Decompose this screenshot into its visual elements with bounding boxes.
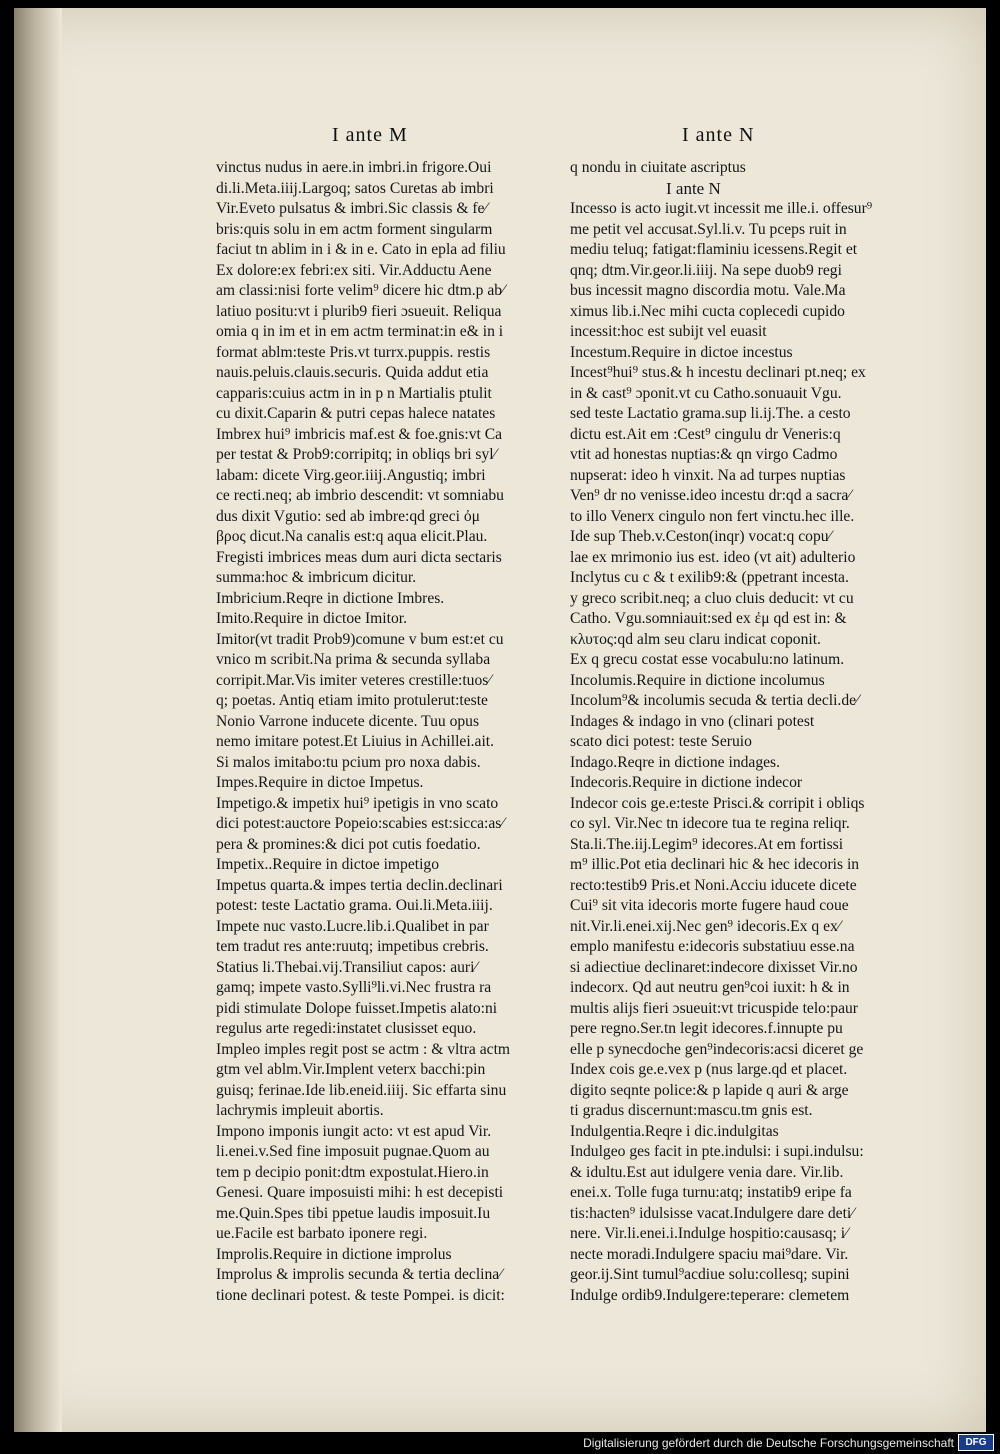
- text-line: labam: dicete Virg.geor.iiij.Angustiq; imbri: [216, 466, 486, 484]
- text-line: bris:quis solu in em actm forment singularm: [216, 220, 493, 238]
- text-line: vtit ad honestas nuptias:& qn virgo Cadmo: [570, 446, 838, 463]
- text-line: in & cast⁹ ɔponit.vt cu Catho.sonuauit Vgu.: [570, 384, 842, 402]
- text-line: Ven⁹ dr no venisse.ideo incestu dr:qd a sacra⁄: [570, 487, 851, 504]
- text-column-right: [570, 158, 982, 1306]
- text-line: Indecor cois ge.e:teste Prisci.& corripit i obliqs: [570, 794, 865, 812]
- column-continuation-line: q nondu in ciuitate ascriptus: [570, 159, 746, 176]
- text-line: ximus lib.i.Nec mihi cucta coplecedi cupido: [570, 302, 845, 320]
- text-line: Improlus & improlis secunda & tertia declina⁄: [216, 1266, 502, 1283]
- text-line: ue.Facile est barbato iponere regi.: [216, 1225, 428, 1242]
- text-line: am classi:nisi forte velim⁹ dicere hic dtm.p ab⁄: [216, 282, 505, 299]
- text-line: emplo manifestu e:idecoris substatiuu esse.na: [570, 938, 855, 955]
- text-line: m⁹ illic.Pot etia declinari hic & hec idecoris in: [570, 856, 860, 873]
- text-line: Ide sup Theb.v.Ceston(inqr) vocat:q copu⁄: [570, 528, 832, 545]
- text-line: regulus arte regedi:instatet clusisset equo.: [216, 1020, 477, 1037]
- text-line: Indulge ordib9.Indulgere:teperare: clemetem: [570, 1286, 850, 1304]
- text-line: Ex q grecu costat esse vocabulu:no latinum.: [570, 651, 845, 668]
- text-line: nit.Vir.li.enei.xij.Nec gen⁹ idecoris.Ex q ex⁄: [570, 917, 841, 935]
- text-line: Incolum⁹& incolumis secuda & tertia decli.de⁄: [570, 692, 859, 709]
- text-line: Si malos imitabo:tu pcium pro noxa dabis.: [216, 753, 481, 771]
- text-line: Indulgentia.Reqre i dic.indulgitas: [570, 1122, 779, 1140]
- text-line: me petit vel accusat.Syl.li.v. Tu pceps ruit in: [570, 220, 847, 238]
- text-line: gtm vel ablm.Vir.Implent veterx bacchi:pin: [216, 1061, 486, 1078]
- text-line: geor.ij.Sint tumul⁹acdiue solu:collesq; supini: [570, 1266, 850, 1283]
- text-line: Improlis.Require in dictione improlus: [216, 1245, 452, 1263]
- text-line: omia q in im et in em actm terminat:in e& in i: [216, 323, 504, 340]
- text-line: Indulgeo ges facit in pte.indulsi: i supi.indulsu:: [570, 1143, 864, 1160]
- text-line: Indecoris.Require in dictione indecor: [570, 774, 803, 791]
- text-line: Indago.Reqre in dictione indages.: [570, 753, 781, 771]
- text-line: per testat & Prob9:corripitq; in obliqs bri syl⁄: [216, 446, 497, 463]
- text-line: elle p synecdoche gen⁹indecoris:acsi diceret ge: [570, 1040, 864, 1058]
- text-line: q; poetas. Antiq etiam imito protulerut:teste: [216, 692, 488, 709]
- text-line: faciut tn ablim in i & in e. Cato in epla ad filiu: [216, 241, 506, 258]
- text-line: dictu est.Ait em :Cest⁹ cingulu dr Veneris:q: [570, 425, 841, 443]
- text-line: incessit:hoc est subijt vel euasit: [570, 323, 767, 340]
- text-line: Impono imponis iungit acto: vt est apud Vir.: [216, 1122, 492, 1140]
- dfg-logo: DFG: [958, 1434, 994, 1451]
- text-line: format ablm:teste Pris.vt turrx.puppis. restis: [216, 343, 491, 361]
- text-line: Genesi. Quare imposuisti mihi: h est decepisti: [216, 1184, 504, 1201]
- text-line: Incestum.Require in dictoe incestus: [570, 343, 793, 361]
- text-line: y greco scribit.neq; a cluo cluis deducit: vt cu: [570, 589, 854, 607]
- text-line: tem p decipio ponit:dtm expostulat.Hiero.in: [216, 1163, 489, 1181]
- text-line: dici potest:auctore Popeio:scabies est:sicca:as⁄: [216, 815, 504, 832]
- text-line: vinctus nudus in aere.in imbri.in frigore.Oui: [216, 159, 492, 176]
- right-column-lines: [570, 199, 982, 1306]
- text-line: Imitor(vt tradit Prob9)comune v bum est:et cu: [216, 630, 504, 648]
- text-line: multis alijs fieri ɔsueuit:vt tricuspide telo:paur: [570, 999, 858, 1017]
- text-line: ce recti.neq; ab imbrio descendit: vt somniabu: [216, 487, 504, 504]
- text-line: Incolumis.Require in dictione incolumus: [570, 671, 825, 689]
- text-line: tis:hacten⁹ idulsisse vacat.Indulgere dare deti⁄: [570, 1204, 854, 1222]
- text-line: lachrymis impleuit abortis.: [216, 1102, 384, 1119]
- text-line: Cui⁹ sit vita idecoris morte fugere haud coue: [570, 897, 849, 914]
- text-line: κλυτος:qd alm seu claru indicat coponit.: [570, 630, 821, 648]
- text-line: scato dici potest: teste Seruio: [570, 733, 752, 750]
- text-line: necte moradi.Indulgere spaciu mai⁹dare. Vir.: [570, 1245, 849, 1263]
- text-line: mediu teluq; fatigat:flaminiu icessens.Regit et: [570, 241, 858, 258]
- text-column-left: [216, 158, 588, 1306]
- text-line: lae ex mrimonio ius est. ideo (vt ait) adulterio: [570, 548, 856, 566]
- running-head-right: I ante N: [682, 124, 755, 146]
- text-line: Incesso is acto iugit.vt incessit me ille.i. offesur⁹: [570, 200, 873, 217]
- text-line: Indages & indago in vno (clinari potest: [570, 712, 815, 730]
- text-line: βρος dicut.Na canalis est:q aqua elicit.Plau.: [216, 528, 488, 545]
- text-line: Inclytus cu c & t exilib9:& (ppetrant incesta.: [570, 569, 849, 586]
- text-line: Catho. Vgu.somniauit:sed ex ἐμ qd est in: &: [570, 610, 847, 627]
- text-line: Fregisti imbrices meas dum auri dicta sectaris: [216, 548, 502, 566]
- text-line: Impes.Require in dictoe Impetus.: [216, 774, 424, 791]
- text-line: li.enei.v.Sed fine imposuit pugnae.Quom au: [216, 1143, 490, 1160]
- text-line: nere. Vir.li.enei.i.Indulge hospitio:causasq; i⁄: [570, 1225, 848, 1242]
- digitization-credit: Digitalisierung gefördert durch die Deutsche Forschungsgemeinschaft: [583, 1436, 954, 1450]
- text-line: vnico m scribit.Na prima & secunda syllaba: [216, 651, 491, 668]
- text-line: corripit.Mar.Vis imiter veteres crestille:tuos⁄: [216, 671, 491, 689]
- text-line: di.li.Meta.iiij.Largoq; satos Curetas ab imbri: [216, 179, 494, 197]
- text-line: to illo Venerx cingulo non fert vinctu.hec ille.: [570, 507, 855, 525]
- text-line: latiuo positu:vt i plurib9 fieri ɔsueuit. Reliqua: [216, 302, 502, 320]
- text-line: bus incessit magno discordia motu. Vale.Ma: [570, 282, 846, 299]
- text-line: pidi stimulate Dolope fuisset.Impetis alato:ni: [216, 999, 498, 1017]
- text-line: tione declinari potest. & teste Pompei. is dicit:: [216, 1286, 505, 1304]
- text-line: pere regno.Ser.tn legit idecores.f.innupte pu: [570, 1020, 843, 1037]
- text-line: & idultu.Est aut idulgere venia dare. Vir.lib.: [570, 1163, 844, 1181]
- text-line: Index cois ge.e.vex p (nus large.qd et placet.: [570, 1061, 848, 1078]
- text-line: Statius li.Thebai.vij.Transiliut capos: auri⁄: [216, 958, 478, 976]
- page-spine-shadow: [14, 8, 62, 1432]
- text-line: tem tradut res ante:ruutq; impetibus crebris.: [216, 938, 489, 955]
- text-line: nupserat: ideo h vinxit. Na ad turpes nuptias: [570, 466, 846, 484]
- text-line: potest: teste Lactatio grama. Oui.li.Meta.iiij.: [216, 897, 493, 914]
- text-line: dus dixit Vgutio: sed ab imbre:qd greci ὀμ: [216, 507, 481, 525]
- text-line: Impetigo.& impetix hui⁹ ipetigis in vno scato: [216, 794, 499, 812]
- text-line: Imbrex hui⁹ imbricis maf.est & foe.gnis:vt Ca: [216, 425, 503, 443]
- text-line: summa:hoc & imbricum dicitur.: [216, 569, 417, 586]
- text-line: me.Quin.Spes tibi ppetue laudis imposuit.Iu: [216, 1204, 491, 1222]
- text-line: indecorx. Qd aut neutru gen⁹coi iuxit: h & in: [570, 979, 850, 996]
- text-line: co syl. Vir.Nec tn idecore tua te regina reliqr.: [570, 815, 850, 832]
- text-line: Ex dolore:ex febri:ex siti. Vir.Adductu Aene: [216, 261, 492, 279]
- text-line: Nonio Varrone inducete dicente. Tuu opus: [216, 712, 480, 730]
- text-line: digito seqnte police:& p lapide q auri & arge: [570, 1081, 849, 1099]
- text-line: guisq; ferinae.Ide lib.eneid.iiij. Sic effarta sinu: [216, 1081, 507, 1099]
- running-head-left: I ante M: [332, 124, 408, 146]
- text-line: ti gradus discernunt:mascu.tm gnis est.: [570, 1102, 813, 1119]
- text-line: Sta.li.The.iij.Legim⁹ idecores.At em fortissi: [570, 835, 844, 853]
- text-line: nemo imitare potest.Et Liuius in Achillei.ait.: [216, 733, 495, 750]
- text-line: gamq; impete vasto.Sylli⁹li.vi.Nec frustra ra: [216, 979, 492, 996]
- text-line: Impete nuc vasto.Lucre.lib.i.Qualibet in par: [216, 917, 489, 935]
- text-line: Imito.Require in dictoe Imitor.: [216, 610, 407, 627]
- text-line: sed teste Lactatio grama.sup li.ij.The. a cesto: [570, 405, 851, 422]
- text-line: enei.x. Tolle fuga turnu:atq; instatib9 eripe fa: [570, 1184, 852, 1201]
- section-subhead: I ante N: [666, 178, 721, 198]
- footer-bar: [0, 1432, 1000, 1454]
- text-line: pera & promines:& dici pot cutis foedatio.: [216, 835, 481, 853]
- text-line: nauis.peluis.clauis.securis. Quida addut etia: [216, 364, 489, 381]
- text-line: Impetus quarta.& impes tertia declin.declinari: [216, 876, 503, 894]
- text-line: recto:testib9 Pris.et Noni.Acciu iducete dicete: [570, 876, 857, 894]
- text-line: Incest⁹hui⁹ stus.& h incestu declinari pt.neq; ex: [570, 364, 866, 381]
- text-line: si adiectiue declinaret:indecore dixisset Vir.no: [570, 958, 858, 976]
- text-line: qnq; dtm.Vir.geor.li.iiij. Na sepe duob9 regi: [570, 261, 842, 279]
- book-page: [14, 8, 986, 1432]
- text-line: Vir.Eveto pulsatus & imbri.Sic classis & fe⁄: [216, 200, 488, 217]
- text-line: Impetix..Require in dictoe impetigo: [216, 856, 440, 873]
- text-line: Imbricium.Reqre in dictione Imbres.: [216, 589, 445, 607]
- text-line: capparis:cuius actm in in p n Martialis ptulit: [216, 384, 492, 402]
- text-line: cu dixit.Caparin & putri cepas halece natates: [216, 405, 496, 422]
- text-line: Impleo imples regit post se actm : & vltra actm: [216, 1040, 511, 1058]
